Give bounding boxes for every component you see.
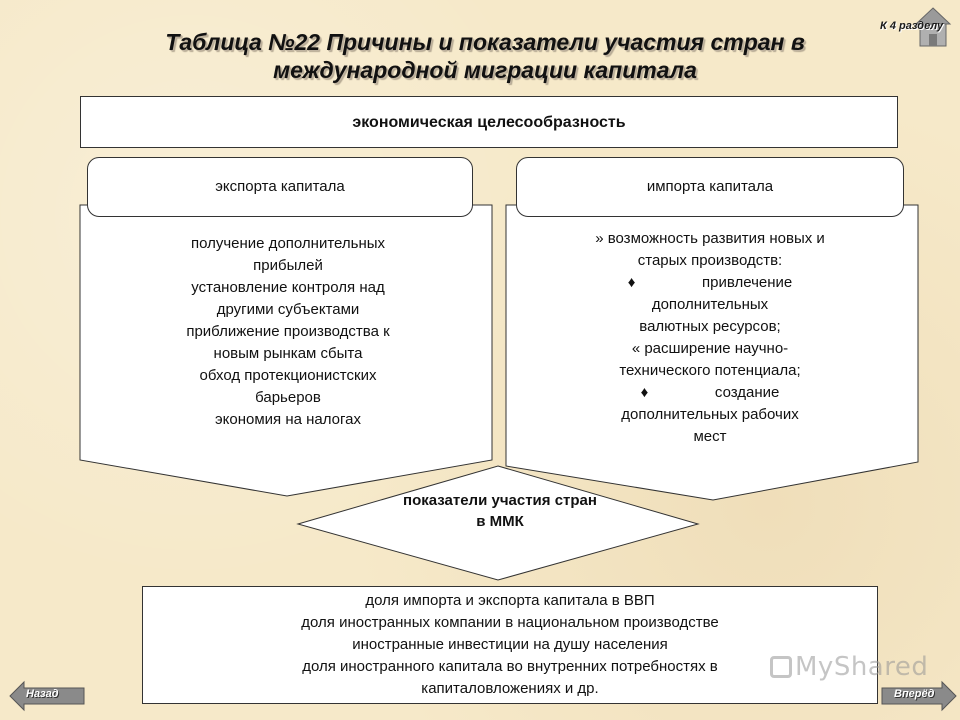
- forward-label: Вперёд: [894, 688, 935, 700]
- export-reason-line: прибылей: [253, 257, 323, 274]
- back-label: Назад: [26, 688, 59, 700]
- indicator-line: доля импорта и экспорта капитала в ВВП: [365, 592, 655, 609]
- import-reason-line: ♦ создание: [640, 384, 780, 401]
- import-header: импорта капитала: [516, 157, 904, 217]
- watermark-text: MyShared: [795, 652, 929, 682]
- import-reason-line: ♦ привлечение: [627, 274, 793, 291]
- export-reason-line: барьеров: [255, 389, 321, 406]
- import-reason-line: технического потенциала;: [619, 362, 801, 379]
- export-reason-line: новым рынкам сбыта: [213, 345, 363, 362]
- indicator-line: иностранные инвестиции на душу населения: [352, 636, 668, 653]
- export-reasons: [140, 233, 436, 431]
- export-reason-line: обход протекционистских: [199, 367, 377, 384]
- import-reason-line: « расширение научно-: [631, 340, 789, 357]
- import-reason-line: дополнительных рабочих: [621, 406, 799, 423]
- economic-expediency-box: экономическая целесообразность: [80, 96, 898, 148]
- indicator-line: доля иностранного капитала во внутренних потребностях в: [302, 658, 718, 675]
- export-reason-line: получение дополнительных: [190, 235, 386, 252]
- indicator-line: доля иностранных компании в национальном производстве: [301, 614, 719, 631]
- to-section-4-label: К 4 разделу: [880, 20, 944, 32]
- indicator-line: капиталовложениях и др.: [421, 680, 599, 697]
- import-reason-line: валютных ресурсов;: [639, 318, 781, 335]
- export-reason-line: экономия на налогах: [214, 411, 361, 428]
- export-reason-line: приближение производства к: [186, 323, 390, 340]
- export-header: экспорта капитала: [87, 157, 473, 217]
- import-reason-line: » возможность развития новых и: [595, 230, 825, 247]
- watermark-logo-icon: [770, 656, 792, 678]
- export-reason-line: установление контроля над: [191, 279, 385, 296]
- page-title: Таблица №22 Причины и показатели участия стран в международной миграции капитала: [165, 29, 805, 83]
- export-reason-line: другими субъектами: [216, 301, 360, 318]
- import-reason-line: дополнительных: [651, 296, 769, 313]
- import-reasons: [560, 228, 860, 448]
- indicators-label: показатели участия стран в ММК: [403, 492, 597, 530]
- import-reason-line: старых производств:: [637, 252, 783, 269]
- watermark: [770, 652, 928, 682]
- import-reason-line: мест: [693, 428, 727, 445]
